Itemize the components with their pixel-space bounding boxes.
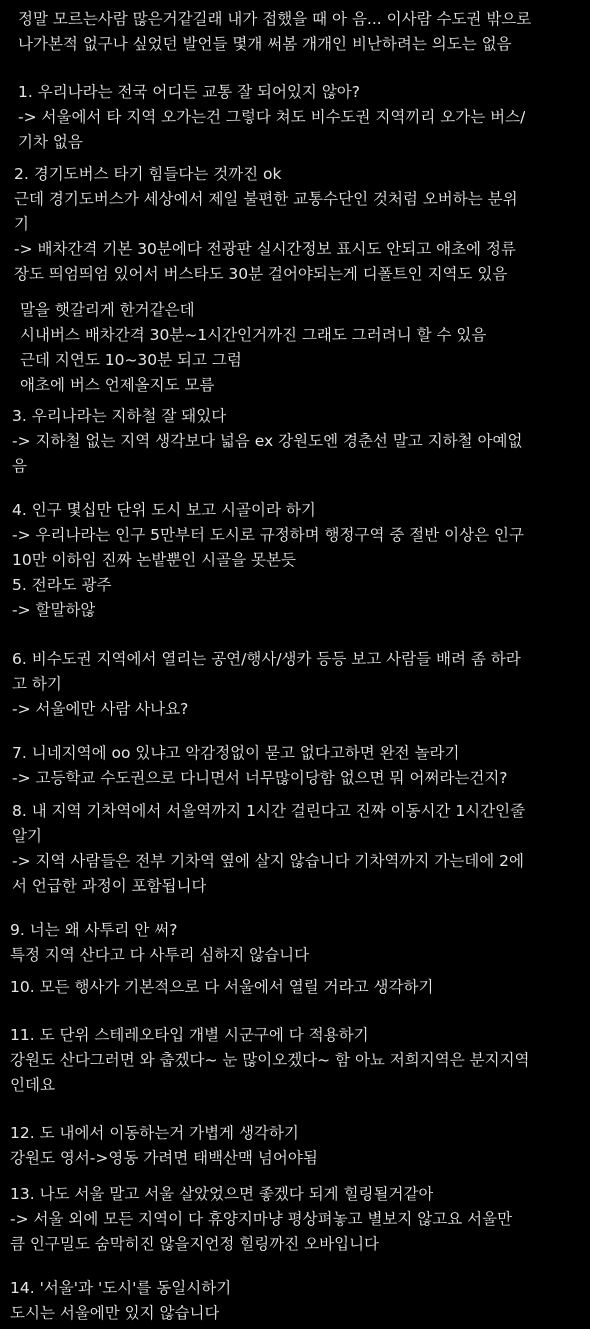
text-line: -> 고등학교 수도권으로 다니면서 너무많이당함 없으면 뭐 어쩌라는건지? xyxy=(12,769,508,787)
text-line: 강원도 산다그러면 와 춥겠다~ 눈 많이오겠다~ 함 아뇨 저희지역은 분지지역 xyxy=(10,1051,530,1069)
text-line: 6. 비수도권 지역에서 열리는 공연/행사/생카 등등 보고 사람들 배려 좀 하라 xyxy=(12,650,521,668)
text-line: 말을 햇갈리게 한거같은데 xyxy=(20,301,195,319)
text-line: 장도 띄엄띄엄 있어서 버스타도 30분 걸어야되는게 디폴트인 지역도 있음 xyxy=(14,265,508,283)
text-line: 10. 모든 행사가 기본적으로 다 서울에서 열릴 거라고 생각하기 xyxy=(10,978,434,996)
text-line: 기 xyxy=(14,215,29,233)
text-line: 2. 경기도버스 타기 힘들다는 것까진 ok xyxy=(14,165,282,183)
text-line: 음 xyxy=(12,457,27,475)
text-line: 5. 전라도 광주 xyxy=(12,576,112,594)
text-line: 근데 지연도 10~30분 되고 그럼 xyxy=(20,351,242,369)
text-line: 알기 xyxy=(12,827,42,845)
text-line: -> 서울에만 사람 사나요? xyxy=(12,700,189,718)
text-line: 도시는 서울에만 있지 않습니다 xyxy=(10,1304,220,1322)
text-line: 시내버스 배차간격 30분~1시간인거까진 그래도 그러려니 할 수 있음 xyxy=(20,326,487,344)
text-line: -> 지하철 없는 지역 생각보다 넓음 ex 강원도엔 경춘선 말고 지하철 아예없 xyxy=(12,432,523,450)
text-line: 특정 지역 산다고 다 사투리 심하지 않습니다 xyxy=(10,946,310,964)
text-line: 정말 모르는사람 많은거같길래 내가 접했을 때 아 음... 이사람 수도권 밖으로 xyxy=(18,10,532,28)
text-line: 나가본적 없구나 싶었던 발언들 몇개 써봄 개개인 비난하려는 의도는 없음 xyxy=(18,35,512,53)
text-line: 인데요 xyxy=(10,1076,55,1094)
text-line: 11. 도 단위 스테레오타입 개별 시군구에 다 적용하기 xyxy=(10,1026,369,1044)
text-line: 7. 니네지역에 oo 있냐고 악감정없이 묻고 없다고하면 완전 놀라기 xyxy=(12,744,460,762)
text-line: -> 서울에서 타 지역 오가는건 그렇다 쳐도 비수도권 지역끼리 오가는 버스/ xyxy=(18,108,526,126)
text-line: -> 할말하않 xyxy=(12,601,96,619)
text-line: -> 배차간격 기본 30분에다 전광판 실시간정보 표시도 안되고 애초에 정류 xyxy=(14,240,516,258)
text-line: -> 지역 사람들은 전부 기차역 옆에 살지 않습니다 기차역까지 가는데에 2에 xyxy=(12,852,524,870)
text-line: 서 언급한 과정이 포함됩니다 xyxy=(12,877,207,895)
text-line: 애초에 버스 언제올지도 모름 xyxy=(20,376,215,394)
text-line: 4. 인구 몇십만 단위 도시 보고 시골이라 하기 xyxy=(12,501,316,519)
text-line: 8. 내 지역 기차역에서 서울역까지 1시간 걸린다고 진짜 이동시간 1시간인줄 xyxy=(12,802,526,820)
text-line: 큼 인구밀도 숨막히진 않을지언정 힐링까진 오바입니다 xyxy=(10,1235,380,1253)
text-line: 9. 너는 왜 사투리 안 써? xyxy=(10,921,178,939)
text-line: 1. 우리나라는 전국 어디든 교통 잘 되어있지 않아? xyxy=(18,83,360,101)
text-line: 3. 우리나라는 지하철 잘 돼있다 xyxy=(12,407,227,425)
text-line: 기차 없음 xyxy=(18,133,83,151)
text-line: 12. 도 내에서 이동하는거 가볍게 생각하기 xyxy=(10,1124,299,1142)
text-line: 14. '서울'과 '도시'를 동일시하기 xyxy=(10,1279,232,1297)
text-line: 10만 이하임 진짜 논밭뿐인 시골을 못본듯 xyxy=(12,551,296,569)
text-line: 고 하기 xyxy=(12,675,62,693)
text-line: -> 우리나라는 인구 5만부터 도시로 규정하며 행정구역 중 절반 이상은 인구 xyxy=(12,526,524,544)
text-line: 강원도 영서->영동 가려면 태백산맥 넘어야됨 xyxy=(10,1149,318,1167)
text-line: 근데 경기도버스가 세상에서 제일 불편한 교통수단인 것처럼 오버하는 분위 xyxy=(14,190,518,208)
text-line: 13. 나도 서울 말고 서울 살았었으면 좋겠다 되게 힐링될거같아 xyxy=(10,1185,434,1203)
text-line: -> 서울 외에 모든 지역이 다 휴양지마냥 평상펴놓고 별보지 않고요 서울만 xyxy=(10,1210,513,1228)
